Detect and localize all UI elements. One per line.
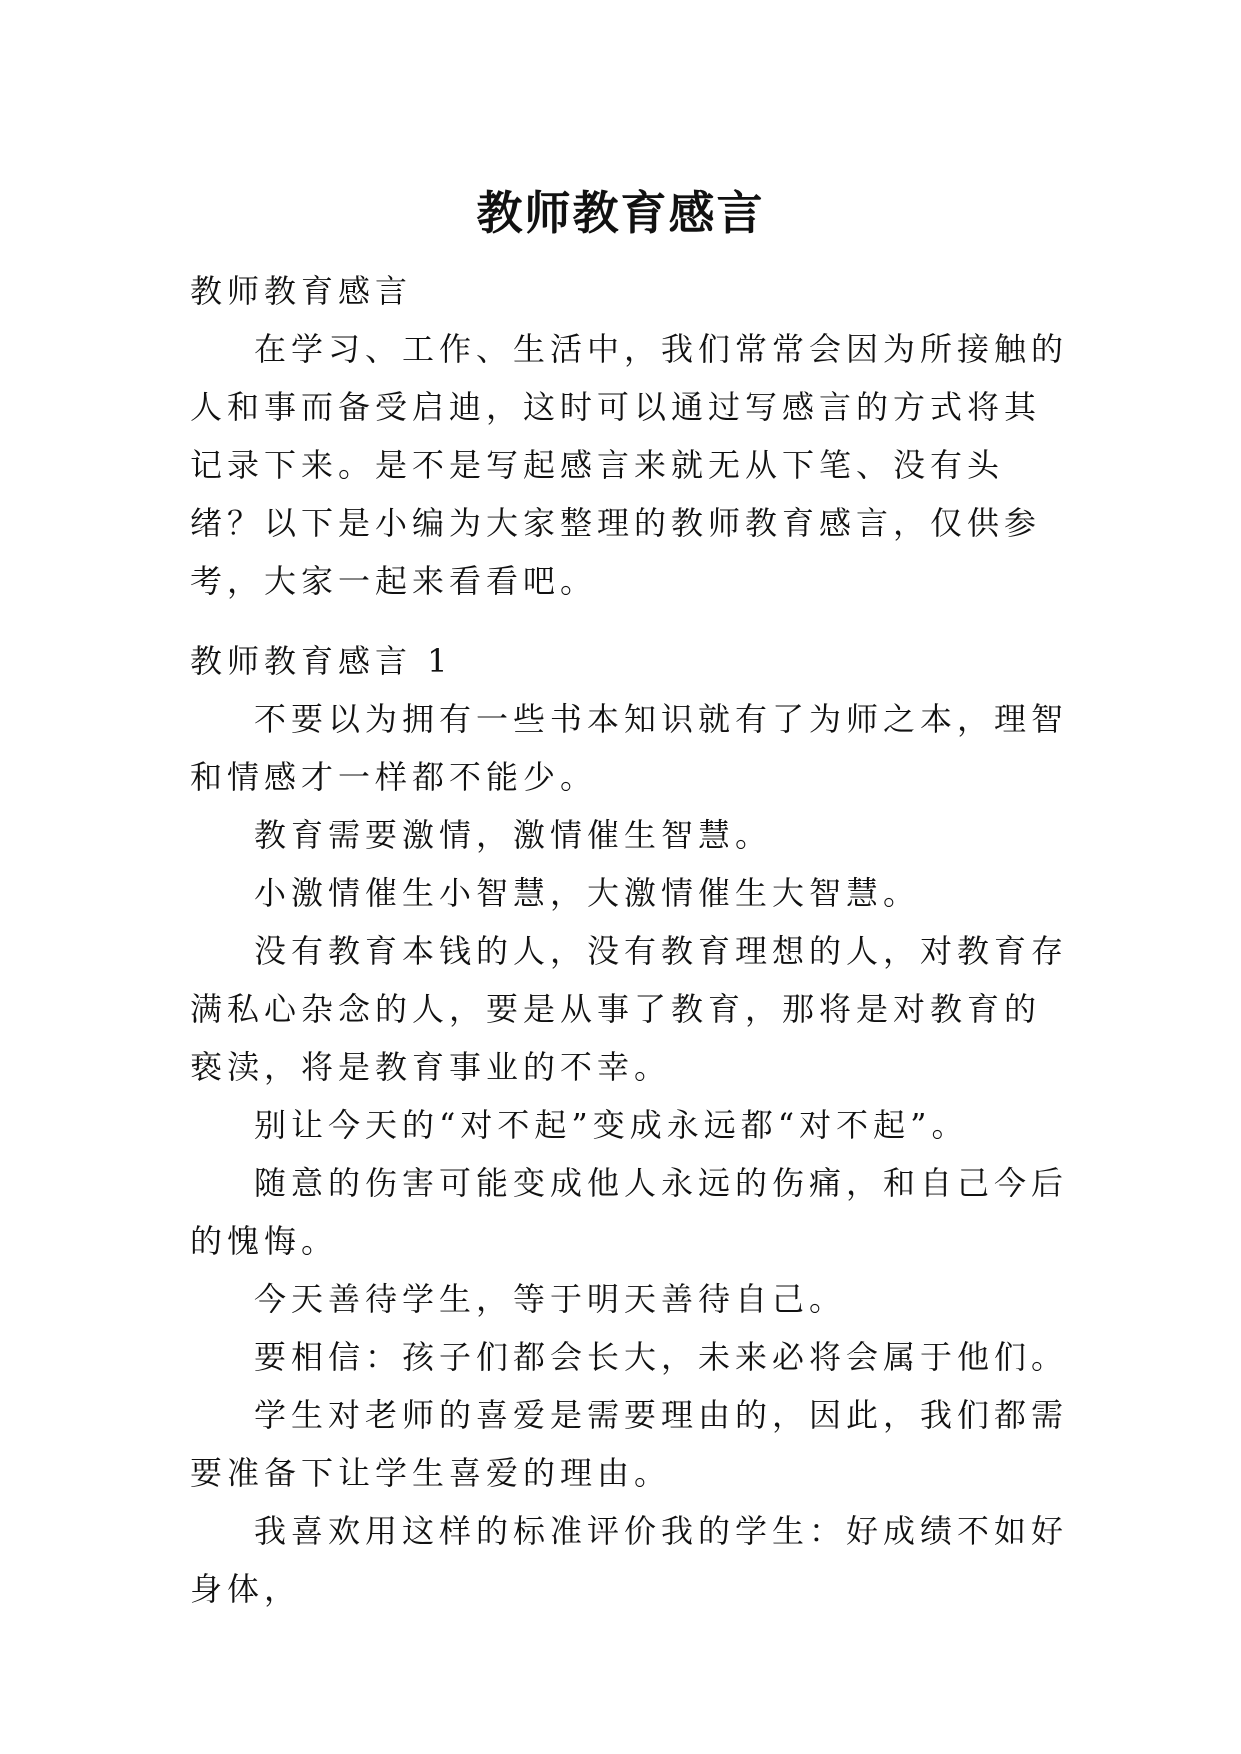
intro-block: [190, 262, 1070, 610]
paragraph-2: 教育需要激情，激情催生智慧。: [254, 816, 773, 854]
paragraph-3: 小激情催生小智慧，大激情催生大智慧。: [254, 874, 921, 912]
intro-paragraph: 在学习、工作、生活中，我们常常会因为所接触的人和事而备受启迪，这时可以通过写感言的方式将其记录下来。是不是写起感言来就无从下笔、没有头绪？以下是小编为大家整理的教师教育感言，仅供参考，大家一起来看看吧。: [190, 330, 1069, 600]
subtitle: 教师教育感言: [190, 272, 413, 310]
document-title: 教师教育感言: [476, 185, 765, 240]
paragraph-7: 今天善待学生，等于明天善待自己。: [254, 1280, 847, 1318]
paragraph-6: 随意的伤害可能变成他人永远的伤痛，和自己今后的愧悔。: [190, 1164, 1069, 1260]
paragraph-5: 别让今天的“对不起”变成永远都“对不起”。: [254, 1106, 969, 1144]
paragraph-8: 要相信：孩子们都会长大，未来必将会属于他们。: [254, 1338, 1069, 1376]
paragraph-9: 学生对老师的喜爱是需要理由的，因此，我们都需要准备下让学生喜爱的理由。: [190, 1396, 1069, 1492]
paragraph-1: 不要以为拥有一些书本知识就有了为师之本，理智和情感才一样都不能少。: [190, 700, 1069, 796]
section-1-block: [190, 632, 1070, 1618]
paragraph-4: 没有教育本钱的人，没有教育理想的人，对教育存满私心杂念的人，要是从事了教育，那将是对教育的亵渎，将是教育事业的不幸。: [190, 932, 1069, 1086]
section-heading: 教师教育感言 1: [190, 642, 453, 680]
paragraph-10: 我喜欢用这样的标准评价我的学生：好成绩不如好身体，: [190, 1512, 1069, 1608]
